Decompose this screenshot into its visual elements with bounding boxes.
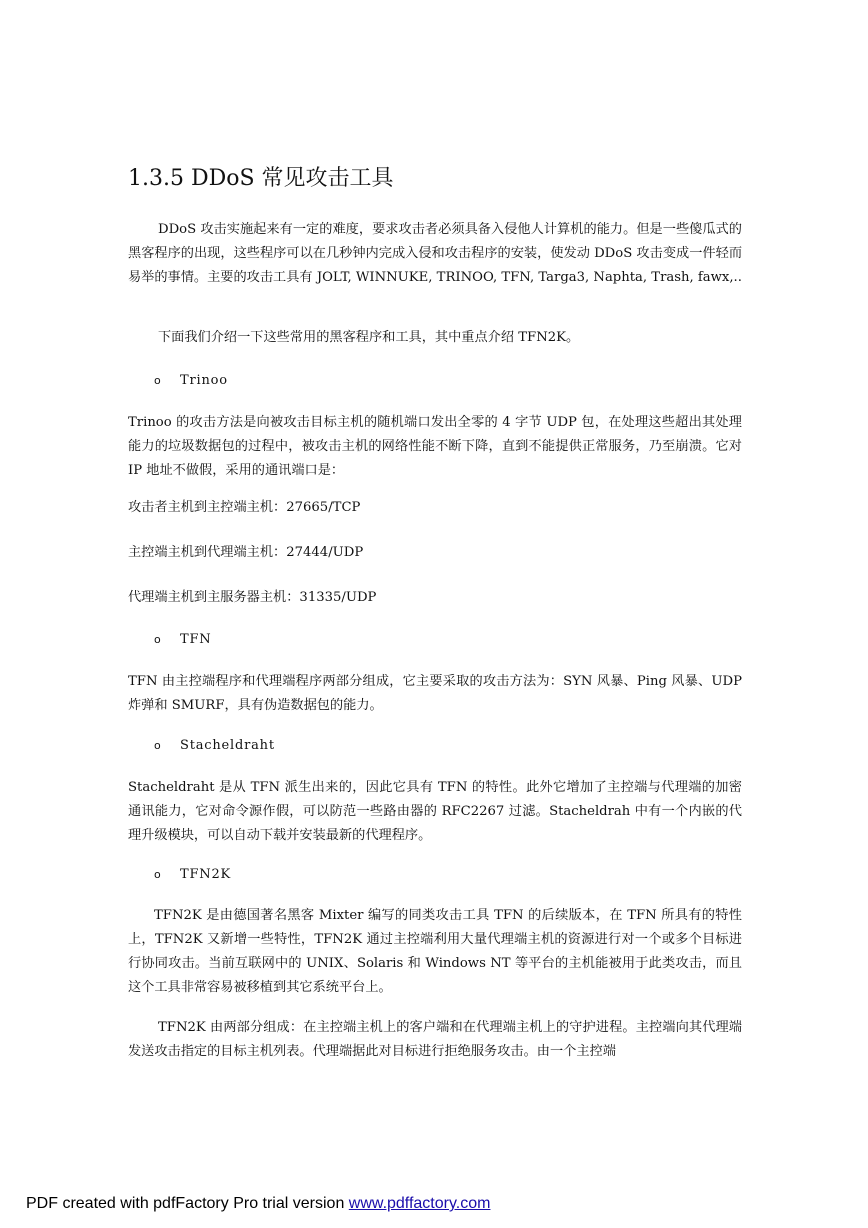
bullet-label: Stacheldraht (180, 738, 275, 753)
pdffactory-link[interactable]: www.pdffactory.com (348, 1195, 491, 1212)
stacheldraht-description: Stacheldraht 是从 TFN 派生出来的，因此它具有 TFN 的特性。此外它增加了主控端与代理端的加密通讯能力，它对命令源作假，可以防范一些路由器的 RFC2267 过滤。Stacheldrah 中有一个内嵌的代理升级模块，可以自动下载并安装最新的代理程序。 (128, 780, 742, 843)
bullet-trinoo (154, 371, 228, 391)
bullet-tfn2k (154, 865, 231, 885)
trinoo-port-line: 代理端主机到主服务器主机：31335/UDP (128, 590, 377, 605)
trinoo-description: Trinoo 的攻击方法是向被攻击目标主机的随机端口发出全零的 4 字节 UDP 包，在处理这些超出其处理能力的垃圾数据包的过程中，被攻击主机的网络性能不断下降，直到不能提供正常服务，乃至崩溃。它对 IP 地址不做假，采用的通讯端口是： (128, 415, 742, 478)
bullet-label: TFN2K (180, 867, 232, 882)
bullet-marker: o (154, 868, 161, 881)
bullet-label: TFN (180, 632, 212, 647)
bullet-stacheldraht (154, 736, 275, 756)
overview-paragraph: 下面我们介绍一下这些常用的黑客程序和工具，其中重点介绍 TFN2K。 (158, 330, 580, 345)
tfn-description: TFN 由主控端程序和代理端程序两部分组成，它主要采取的攻击方法为：SYN 风暴、Ping 风暴、UDP 炸弹和 SMURF，具有伪造数据包的能力。 (128, 674, 742, 713)
tfn2k-description: TFN2K 是由德国著名黑客 Mixter 编写的同类攻击工具 TFN 的后续版本，在 TFN 所具有的特性上，TFN2K 又新增一些特性，TFN2K 通过主控端利用大量代理端主机的资源进行对一个或多个目标进行协同攻击。当前互联网中的 UNIX、Solaris 和 Windows NT 等平台的主机能被用于此类攻击，而且这个工具非常容易被移植到其它系统平台上。 (128, 908, 742, 995)
bullet-marker: o (154, 739, 161, 752)
intro-paragraph: DDoS 攻击实施起来有一定的难度，要求攻击者必须具备入侵他人计算机的能力。但是一些傻瓜式的黑客程序的出现，这些程序可以在几秒钟内完成入侵和攻击程序的安装，使发动 DDoS 攻击变成一件轻而易举的事情。主要的攻击工具有 JOLT, WINNUKE, TRINOO, TFN, Targa3, Naphta, Trash, fawx,.. (128, 222, 742, 285)
footer-text: PDF created with pdfFactory Pro trial version (26, 1195, 349, 1212)
pdf-footer (26, 1194, 490, 1214)
trinoo-port-line: 主控端主机到代理端主机：27444/UDP (128, 545, 364, 560)
bullet-label: Trinoo (180, 373, 228, 388)
trinoo-port-line: 攻击者主机到主控端主机：27665/TCP (128, 500, 361, 515)
section-heading: 1.3.5 DDoS 常见攻击工具 (128, 166, 394, 191)
tfn2k-structure-paragraph: TFN2K 由两部分组成：在主控端主机上的客户端和在代理端主机上的守护进程。主控端向其代理端发送攻击指定的目标主机列表。代理端据此对目标进行拒绝服务攻击。由一个主控端 (128, 1020, 742, 1059)
bullet-marker: o (154, 374, 161, 387)
bullet-marker: o (154, 633, 161, 646)
bullet-tfn (154, 630, 211, 650)
